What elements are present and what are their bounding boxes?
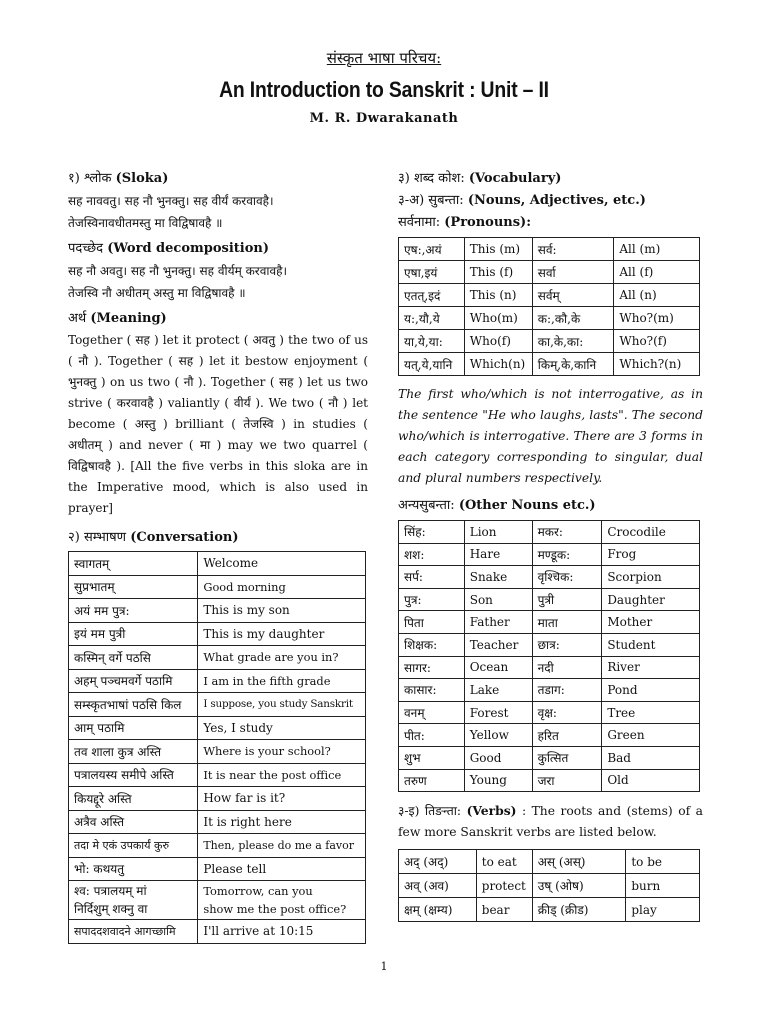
table-cell: क्रीड् (क्रीड) <box>532 898 626 922</box>
table-row <box>399 656 700 679</box>
table-cell: पिता <box>399 611 465 634</box>
table-cell: शश: <box>399 543 465 566</box>
table-cell: Lion <box>464 521 532 544</box>
table-cell: Pond <box>602 679 700 702</box>
table-cell: Who?(f) <box>614 330 700 353</box>
table-cell: वनम् <box>399 701 465 724</box>
pronouns-heading: सर्वनामा: (Pronouns): <box>398 215 532 230</box>
table-cell: Which(n) <box>464 353 532 376</box>
table-row <box>399 238 700 261</box>
table-row <box>399 874 700 898</box>
table-cell: सागर: <box>399 656 465 679</box>
table-cell: तरुण <box>399 769 465 792</box>
table-cell: अस् (अस्) <box>532 850 626 874</box>
table-cell: एतत्,इदं <box>399 284 465 307</box>
table-row <box>399 850 700 874</box>
table-row: कस्मिन् वर्गे पठसि What grade are you in? <box>69 646 366 670</box>
table-cell: पुत्र: <box>399 588 465 611</box>
table-row: सम्स्कृतभाषां पठसि किल I suppose, you study Sanskrit <box>69 693 366 717</box>
table-row <box>399 746 700 769</box>
table-cell: अव् (अव) <box>399 874 477 898</box>
table-row: सपाददशवादने आगच्छामि I'll arrive at 10:15 <box>69 920 366 944</box>
table-cell: Old <box>602 769 700 792</box>
table-row: आम् पठामि Yes, I study <box>69 716 366 740</box>
sloka-line: तेजस्विनावधीतमस्तु मा विद्विषावहै ॥ <box>68 216 223 230</box>
table-row <box>399 769 700 792</box>
table-cell: कासार: <box>399 679 465 702</box>
table-cell: All (m) <box>614 238 700 261</box>
table-cell: सर्व: <box>532 238 614 261</box>
table-cell: एष:,अयं <box>399 238 465 261</box>
table-row <box>399 898 700 922</box>
table-cell: हरित <box>532 724 602 747</box>
table-row <box>399 330 700 353</box>
pronoun-note: The first who/which is not interrogative, as in the sentence "He who laughs, lasts". The second who/which is interrogative. There are 3 forms in each category corresponding to singular, dual and plural numbers respectively. <box>398 387 703 485</box>
table-cell: Forest <box>464 701 532 724</box>
table-cell: This (n) <box>464 284 532 307</box>
meaning-text: Together ( सह ) let it protect ( अवतु ) the two of us ( नौ ). Together ( सह ) let it bestow enjoyment ( भुनक्तु ) on us two ( नौ ). Together ( सह ) let us two strive ( करवावहै ) valiantly ( वीर्यं ). We two ( नौ ) let become ( अस्तु ) brilliant ( तेजस्वि ) in studies ( अधीतम् ) and never ( मा ) may we two quarrel ( विद्विषावहै ). [All the five verbs in this sloka are in the Imperative mood, which is also used in prayer] <box>68 333 368 515</box>
table-cell: वृश्चिक: <box>532 566 602 589</box>
table-cell: Lake <box>464 679 532 702</box>
table-cell: All (f) <box>614 261 700 284</box>
table-cell: तडाग: <box>532 679 602 702</box>
table-cell: वृक्ष: <box>532 701 602 724</box>
sloka-line: सह नाववतु। सह नौ भुनक्तु। सह वीर्यं करवावहै। <box>68 194 274 208</box>
table-cell: Which?(n) <box>614 353 700 376</box>
table-row: अयं मम पुत्र: This is my son <box>69 599 366 623</box>
decomposition-line: सह नौ अवतु। सह नौ भुनक्तु। सह वीर्यम् करवावहै। <box>68 264 288 278</box>
page-number: 1 <box>380 960 388 973</box>
table-cell: Scorpion <box>602 566 700 589</box>
table-cell: Hare <box>464 543 532 566</box>
table-cell: य:,यौ,ये <box>399 307 465 330</box>
table-row: तव शाला कुत्र अस्ति Where is your school? <box>69 740 366 764</box>
table-cell: Who(m) <box>464 307 532 330</box>
table-cell: River <box>602 656 700 679</box>
pronouns-table <box>398 237 700 376</box>
table-cell: उष् (ओष) <box>532 874 626 898</box>
table-cell: कुत्सित <box>532 746 602 769</box>
table-row <box>399 566 700 589</box>
conversation-table <box>68 551 366 944</box>
table-cell: Snake <box>464 566 532 589</box>
table-cell: This (m) <box>464 238 532 261</box>
table-row: कियद्दूरे अस्ति How far is it? <box>69 787 366 811</box>
table-cell: जरा <box>532 769 602 792</box>
table-cell: सर्वम् <box>532 284 614 307</box>
table-cell: Mother <box>602 611 700 634</box>
table-cell: Son <box>464 588 532 611</box>
table-cell: किम्,के,कानि <box>532 353 614 376</box>
table-cell: नदी <box>532 656 602 679</box>
table-cell: All (n) <box>614 284 700 307</box>
table-cell: Frog <box>602 543 700 566</box>
table-cell: Student <box>602 633 700 656</box>
table-row <box>399 261 700 284</box>
decomposition-line: तेजस्वि नौ अधीतम् अस्तु मा विद्विषावहै ॥ <box>68 286 246 300</box>
table-row: अत्रैव अस्ति It is right here <box>69 810 366 834</box>
table-cell: to be <box>626 850 700 874</box>
table-cell: Teacher <box>464 633 532 656</box>
table-cell: मण्डूक: <box>532 543 602 566</box>
sanskrit-title: संस्कृत भाषा परिचय: <box>326 49 442 67</box>
table-row <box>399 521 700 544</box>
table-cell: Yellow <box>464 724 532 747</box>
table-row <box>399 543 700 566</box>
meaning-heading: अर्थ (Meaning) <box>68 311 167 326</box>
table-row: स्वागतम् Welcome <box>69 552 366 576</box>
table-cell: का,के,का: <box>532 330 614 353</box>
table-row: श्व: पत्रालयम् मां निर्दिशुम् शक्नु वा Tomorrow, can you show me the post office? <box>69 881 366 920</box>
table-row <box>399 633 700 656</box>
table-cell: Tree <box>602 701 700 724</box>
table-cell: सर्वा <box>532 261 614 284</box>
table-row: अहम् पञ्चमवर्गे पठामि I am in the fifth grade <box>69 669 366 693</box>
table-row <box>399 353 700 376</box>
table-row <box>399 284 700 307</box>
vocabulary-heading: ३) शब्द कोश: (Vocabulary) <box>398 171 562 186</box>
table-cell: क्षम् (क्षम्य) <box>399 898 477 922</box>
other-nouns-heading: अन्यसुबन्ता: (Other Nouns etc.) <box>398 498 596 513</box>
conversation-heading: २) सम्भाषण (Conversation) <box>68 530 239 545</box>
table-cell: शुभ <box>399 746 465 769</box>
decomposition-heading: पदच्छेद (Word decomposition) <box>68 241 269 256</box>
table-cell: अद् (अद्) <box>399 850 477 874</box>
page-title: An Introduction to Sanskrit : Unit – II <box>219 77 549 102</box>
table-cell: क:,कौ,के <box>532 307 614 330</box>
table-cell: play <box>626 898 700 922</box>
table-cell: Ocean <box>464 656 532 679</box>
table-cell: protect <box>476 874 532 898</box>
table-cell: Who(f) <box>464 330 532 353</box>
table-row <box>399 307 700 330</box>
table-cell: to eat <box>476 850 532 874</box>
table-row: सुप्रभातम् Good morning <box>69 575 366 599</box>
verbs-intro: ३-इ) तिङन्ता: (Verbs) : The roots and (stems) of a few more Sanskrit verbs are listed below. <box>398 803 703 840</box>
table-row: इयं मम पुत्री This is my daughter <box>69 622 366 646</box>
table-cell: This (f) <box>464 261 532 284</box>
table-cell: Green <box>602 724 700 747</box>
table-row <box>399 611 700 634</box>
table-cell: यत्,ये,यानि <box>399 353 465 376</box>
table-cell: एषा,इयं <box>399 261 465 284</box>
table-row <box>399 679 700 702</box>
table-row: तदा मे एकं उपकार्यं कुरु Then, please do me a favor <box>69 834 366 858</box>
table-cell: मकर: <box>532 521 602 544</box>
table-cell: Father <box>464 611 532 634</box>
table-cell: Good <box>464 746 532 769</box>
table-cell: Who?(m) <box>614 307 700 330</box>
table-cell: Young <box>464 769 532 792</box>
table-row <box>399 588 700 611</box>
table-row: पत्रालयस्य समीपे अस्ति It is near the post office <box>69 763 366 787</box>
table-cell: सर्प: <box>399 566 465 589</box>
table-row <box>399 701 700 724</box>
table-cell: सिंह: <box>399 521 465 544</box>
table-cell: burn <box>626 874 700 898</box>
author: M. R. Dwarakanath <box>309 111 459 126</box>
table-cell: Daughter <box>602 588 700 611</box>
table-cell: पुत्री <box>532 588 602 611</box>
table-row: भो: कथयतु Please tell <box>69 857 366 881</box>
table-cell: पीत: <box>399 724 465 747</box>
nouns-table <box>398 520 700 792</box>
table-cell: छात्र: <box>532 633 602 656</box>
sloka-heading: १) श्लोक (Sloka) <box>68 171 169 186</box>
left-column <box>68 168 368 944</box>
table-cell: Bad <box>602 746 700 769</box>
table-cell: या,ये,या: <box>399 330 465 353</box>
table-cell: माता <box>532 611 602 634</box>
table-cell: Crocodile <box>602 521 700 544</box>
subanta-heading: ३-अ) सुबन्ता: (Nouns, Adjectives, etc.) <box>398 193 646 208</box>
table-cell: शिक्षक: <box>399 633 465 656</box>
table-cell: bear <box>476 898 532 922</box>
table-row <box>399 724 700 747</box>
right-column <box>398 168 703 922</box>
page-header <box>0 48 768 126</box>
verbs-table <box>398 849 700 922</box>
